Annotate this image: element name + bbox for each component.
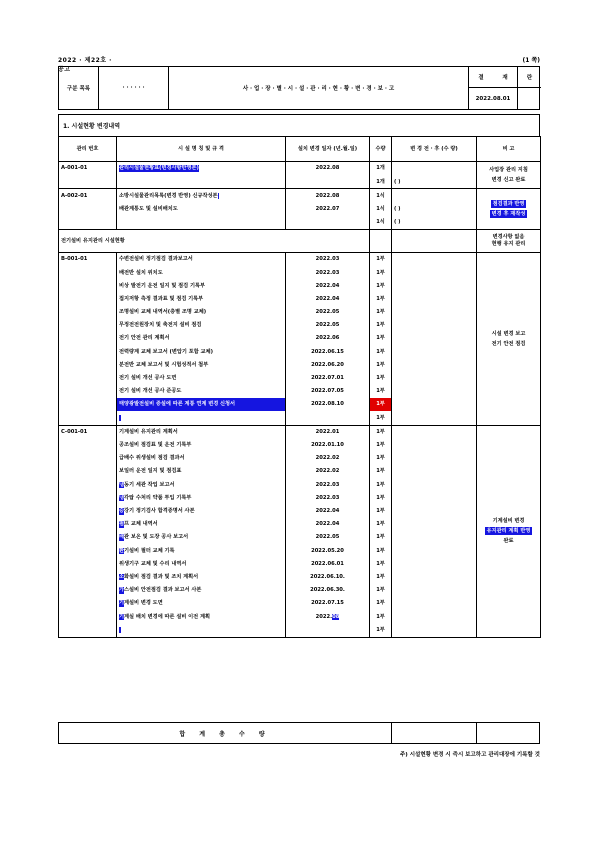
change-quantity	[392, 319, 476, 332]
install-date	[286, 175, 369, 188]
quantity: 1부	[376, 269, 385, 276]
facility-name: 가 스설비 안전점검 결과 보고서 사본	[119, 587, 202, 594]
approval-row	[469, 67, 541, 88]
quantity: 1부	[376, 256, 385, 263]
change-quantity	[392, 544, 476, 557]
facility-name	[117, 623, 285, 636]
install-date: 2022.06.30.	[310, 587, 345, 594]
table-row	[59, 189, 541, 230]
install-date: 2022.04	[315, 282, 340, 289]
change-quantity	[392, 465, 476, 478]
install-date: 2022.04	[315, 521, 340, 528]
facility-name: 태양광발전설비 증설에 따른 계통 연계 변경 신청서	[117, 398, 285, 411]
change-quantity	[392, 385, 476, 398]
group-note	[477, 253, 540, 425]
group-note	[477, 230, 540, 252]
group-note	[477, 189, 540, 229]
facility-name: 전기 안전 관리 계획서	[119, 335, 170, 342]
column-header-qty: 수량	[375, 145, 386, 152]
highlight-mark: 관리시설물현황표(변경사항반영본)	[119, 165, 199, 172]
quantity: 1부	[376, 322, 385, 329]
install-date: 2022.02	[315, 455, 340, 462]
column-header-id: 관리 번호	[76, 145, 99, 152]
highlight-mark: 기	[119, 613, 125, 620]
note-line: 유지관리 계획 반영	[486, 528, 531, 535]
quantity: 1부	[376, 414, 385, 421]
change-quantity	[392, 345, 476, 358]
install-date	[286, 216, 369, 229]
install-date: 2022.06.01	[311, 560, 344, 567]
quantity: 1부	[376, 375, 385, 382]
change-quantity	[392, 557, 476, 570]
highlight-mark	[119, 415, 121, 422]
group-note	[477, 162, 540, 188]
highlight-mark: 배	[119, 534, 125, 541]
facility-name: 배관계통도 및 설비배치도	[119, 205, 178, 212]
group-note	[477, 426, 540, 637]
facility-name: 보일러 운전 일지 및 점검표	[119, 468, 182, 475]
column-header-change: 변 경 전 · 후 (수 량)	[410, 145, 458, 152]
change-quantity	[392, 571, 476, 584]
facility-name: 배 관 보온 및 도장 공사 보고서	[119, 534, 189, 541]
quantity: 1부	[376, 428, 385, 435]
highlight-mark: 승	[119, 508, 125, 515]
quantity: 1부	[376, 442, 385, 449]
facility-name	[117, 175, 285, 188]
install-date: 2022.03	[315, 269, 340, 276]
facility-id: B-001-01	[61, 256, 88, 263]
highlight-mark: 펌	[119, 521, 125, 528]
column-header-name: 시 설 명 칭 및 규 격	[178, 145, 224, 152]
facility-id: A-001-01	[61, 165, 88, 172]
table-row	[59, 229, 541, 252]
highlight-mark: 소	[119, 573, 125, 580]
change-quantity	[392, 162, 476, 175]
section-title: 1. 시설현황 변경내역	[58, 114, 540, 136]
quantity: 1부	[376, 481, 385, 488]
install-date: 2022.05.20	[311, 547, 344, 554]
page-number: (1 쪽)	[522, 57, 540, 64]
change-quantity	[392, 439, 476, 452]
highlight-mark	[119, 627, 121, 634]
quantity: 1개	[376, 178, 385, 185]
facility-name: 공조설비 점검표 및 운전 기록부	[119, 442, 192, 449]
note-line: 변경 후 재작성	[491, 211, 526, 218]
facility-name: 소 화설비 점검 결과 및 조치 계획서	[119, 573, 199, 580]
facility-name	[117, 162, 285, 175]
facility-name: 기계설비 유지관리 계획서	[119, 428, 178, 435]
facility-name: 냉 동기 세관 작업 보고서	[119, 481, 175, 488]
facility-name: 조명설비 교체 내역서(층별 조명 교체)	[119, 309, 207, 316]
facility-name: 소방시설물관리목록(변경 반영) 신규작성본	[119, 192, 218, 199]
facility-name: 수변전설비 정기점검 결과보고서	[119, 256, 193, 263]
change-quantity: ( )	[394, 178, 401, 185]
facility-name: 기 계설비 변경 도면	[119, 600, 163, 607]
approval-label-b: 재	[502, 75, 508, 81]
quantity: 1부	[376, 309, 385, 316]
change-quantity	[392, 531, 476, 544]
quantity: 1식	[376, 205, 385, 212]
change-quantity: ( )	[394, 205, 401, 212]
install-date: 2022.06	[315, 335, 340, 342]
install-date: 2022.01	[315, 428, 340, 435]
table-row	[59, 252, 541, 425]
change-quantity	[392, 623, 476, 636]
quantity: 1부	[376, 547, 385, 554]
change-quantity	[392, 266, 476, 279]
quantity: 1개	[376, 165, 385, 172]
date-row	[469, 88, 541, 109]
column-header-date: 설치 변경 일자 (년.월.일)	[297, 145, 358, 152]
note-line: 변경사항 없음	[492, 234, 525, 241]
total-label: 합 계 총 수 량	[59, 723, 392, 743]
note-line: 사업장 관리 지침	[489, 167, 528, 174]
document-title-box	[58, 66, 540, 110]
install-date: 2022.02	[315, 468, 340, 475]
quantity: 1부	[376, 560, 385, 567]
facility-name: 분전반 교체 보고서 및 시험성적서 첨부	[119, 361, 209, 368]
quantity: 1부	[376, 361, 385, 368]
facility-name: 펌 프 교체 내역서	[119, 521, 158, 528]
install-date	[286, 623, 369, 636]
install-date: 2022.04	[315, 508, 340, 515]
facility-name	[117, 411, 285, 424]
column-header-note: 비 고	[502, 145, 515, 152]
change-quantity	[392, 293, 476, 306]
change-quantity	[392, 518, 476, 531]
install-date: 2022.03	[315, 481, 340, 488]
install-date: 2022.06.20	[311, 361, 344, 368]
install-date: 2022.08	[315, 165, 340, 172]
quantity: 1부	[376, 494, 385, 501]
facility-id: A-002-01	[61, 192, 88, 199]
quantity: 1부	[376, 626, 385, 633]
quantity: 1부	[376, 600, 385, 607]
change-quantity	[392, 426, 476, 439]
group-span-label: 전기설비 유지관리 시설현황	[61, 237, 125, 244]
highlight-mark: 환	[119, 547, 125, 554]
change-quantity	[392, 279, 476, 292]
quantity: 1식	[376, 219, 385, 226]
note-line: 전기 안전 점검	[491, 340, 526, 347]
change-quantity	[392, 189, 476, 202]
quantity: 1부	[376, 573, 385, 580]
highlight-mark: 냉	[119, 494, 125, 501]
install-date: 2022. 08	[315, 613, 340, 620]
facility-name: 냉 각탑 수처리 약품 투입 기록부	[119, 494, 192, 501]
bottom-note: 주) 시설현황 변경 시 즉시 보고하고 관리대장에 기록할 것	[399, 752, 540, 758]
document-header-left: 2022 · 제22호 · 공고	[58, 57, 112, 73]
facility-name: 기 계실 배치 변경에 따른 설비 이전 계획	[119, 613, 211, 620]
change-quantity	[392, 306, 476, 319]
highlight-mark: 기	[119, 600, 125, 607]
facility-name: 비상 발전기 운전 일지 및 점검 기록부	[119, 282, 206, 289]
change-quantity	[392, 505, 476, 518]
table-row	[59, 425, 541, 637]
change-quantity	[392, 584, 476, 597]
facility-name	[117, 216, 285, 229]
install-date: 2022.06.10.	[310, 573, 345, 580]
report-date: 2022.08.01	[475, 95, 511, 102]
note-line: 기계설비 변경	[492, 518, 525, 525]
change-quantity	[392, 610, 476, 623]
facility-name: 전기 설비 개선 공사 도면	[119, 375, 177, 382]
table-header-row	[59, 137, 541, 162]
change-quantity: ( )	[394, 219, 401, 226]
change-quantity	[392, 253, 476, 266]
install-date: 2022.06.15	[311, 348, 344, 355]
install-date: 2022.03	[315, 494, 340, 501]
change-quantity	[392, 452, 476, 465]
table-row	[59, 162, 541, 189]
quantity: 1부	[376, 295, 385, 302]
install-date: 2022.08.10	[311, 401, 344, 408]
quantity: 1부	[376, 521, 385, 528]
install-date: 2022.04	[315, 295, 340, 302]
note-line: 현행 유지 관리	[491, 240, 526, 247]
quantity: 1부	[376, 468, 385, 475]
facility-name: 위생기구 교체 및 수리 내역서	[119, 560, 187, 567]
approval-sign-box	[517, 88, 541, 109]
highlight-mark: 08	[332, 613, 340, 620]
quantity: 1부	[376, 613, 385, 620]
change-quantity	[392, 358, 476, 371]
quantity: 1부	[376, 388, 385, 395]
quantity: 1부	[376, 587, 385, 594]
change-quantity	[392, 372, 476, 385]
quantity: 1부	[376, 508, 385, 515]
table-footer	[58, 722, 540, 744]
install-date: 2022.07.01	[311, 375, 344, 382]
document-title: 사 · 업 · 장 · 별 · 시 · 설 · 관 · 리 · 현 · 황 · 변 · 경 · 보 · 고	[169, 67, 469, 109]
install-date: 2022.07.05	[311, 388, 344, 395]
facility-name: 전력량계 교체 보고서 (변압기 포함 교체)	[119, 348, 213, 355]
install-date	[286, 411, 369, 424]
category-cell: 구분 목록	[59, 67, 99, 109]
install-date: 2022.05	[315, 534, 340, 541]
quantity: 1부	[376, 455, 385, 462]
install-date: 2022.07.15	[311, 600, 344, 607]
facility-name: 전기 설비 개선 공사 준공도	[119, 388, 182, 395]
code-cell: · · · · · ·	[99, 67, 169, 109]
facility-id: C-001-01	[61, 428, 88, 435]
approval-label-a: 결	[478, 75, 484, 81]
highlight-mark: 냉	[119, 481, 125, 488]
note-line: 점검결과 반영	[492, 201, 525, 208]
change-quantity	[392, 332, 476, 345]
quantity: 1식	[376, 192, 385, 199]
change-quantity	[392, 478, 476, 491]
facility-name: 배전반 설치 위치도	[119, 269, 163, 276]
change-quantity	[392, 398, 476, 411]
approval-label-c: 란	[517, 67, 541, 87]
change-quantity	[392, 492, 476, 505]
facility-name: 급배수 위생설비 점검 결과서	[119, 455, 185, 462]
facility-name: 무정전전원장치 및 축전지 설비 점검	[119, 322, 202, 329]
change-quantity	[392, 597, 476, 610]
install-date: 2022.08	[315, 192, 340, 199]
total-change-cell	[392, 723, 477, 743]
install-date: 2022.03	[315, 256, 340, 263]
install-date: 2022.05	[315, 309, 340, 316]
facility-name: 접지저항 측정 결과표 및 점검 기록부	[119, 295, 204, 302]
facility-name: 승 강기 정기검사 합격증명서 사본	[119, 508, 195, 515]
quantity: 1부	[370, 398, 391, 411]
quantity: 1부	[376, 282, 385, 289]
install-date: 2022.01.10	[311, 442, 344, 449]
quantity: 1부	[376, 335, 385, 342]
highlight-mark	[218, 193, 220, 200]
note-line: 완료	[503, 538, 514, 545]
note-line: 시설 변경 보고	[491, 330, 526, 337]
change-quantity	[392, 411, 476, 424]
quantity: 1부	[376, 534, 385, 541]
facility-name: 환 기설비 필터 교체 기록	[119, 547, 175, 554]
install-date: 2022.07	[315, 205, 340, 212]
install-date: 2022.05	[315, 322, 340, 329]
facility-change-table	[58, 136, 541, 638]
highlight-mark: 가	[119, 587, 125, 594]
note-line: 변경 신고 완료	[491, 177, 526, 184]
quantity: 1부	[376, 348, 385, 355]
